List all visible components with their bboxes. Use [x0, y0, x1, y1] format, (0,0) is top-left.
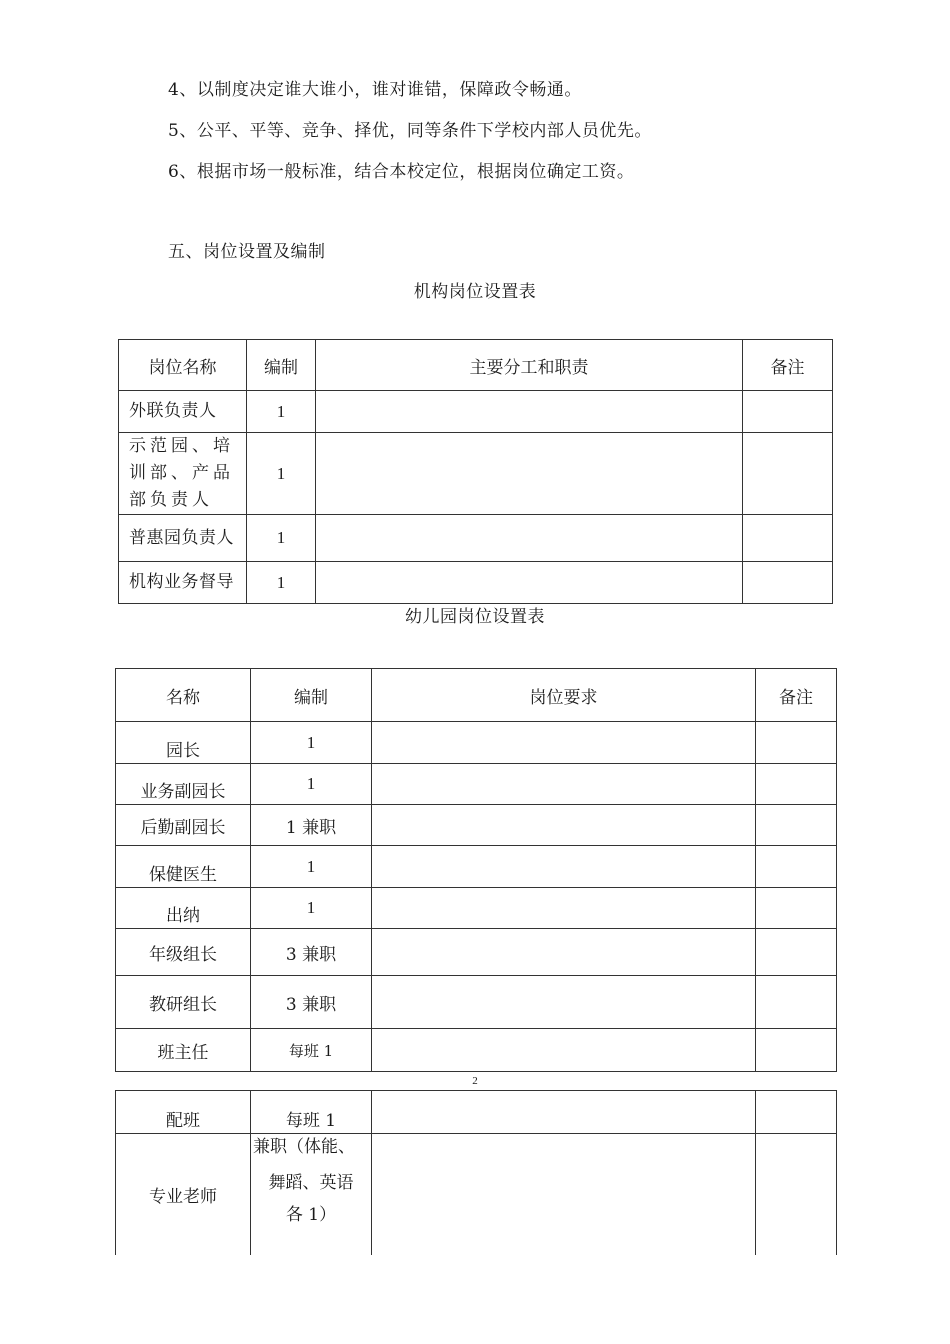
table2-title: 幼儿园岗位设置表	[405, 607, 545, 627]
table-row	[116, 929, 837, 976]
section-heading: 五、岗位设置及编制	[168, 242, 326, 262]
position-name: 专业老师	[116, 1134, 251, 1255]
table-row	[116, 888, 837, 929]
header-cell: 编制	[251, 669, 372, 722]
requirement-cell	[372, 1134, 756, 1255]
remark-cell	[743, 433, 833, 515]
position-count: 1 兼职	[251, 805, 372, 846]
table-row	[116, 1134, 837, 1255]
remark-cell	[756, 888, 837, 929]
table-row	[116, 1091, 837, 1134]
remark-cell	[756, 805, 837, 846]
header-cell: 岗位名称	[119, 340, 247, 391]
position-name: 外联负责人	[119, 391, 247, 433]
position-count: 1	[251, 764, 372, 805]
position-name: 配班	[116, 1091, 251, 1134]
table-row	[119, 562, 833, 604]
requirement-cell	[372, 722, 756, 764]
remark-cell	[756, 929, 837, 976]
remark-cell	[756, 976, 837, 1029]
remark-cell	[756, 1029, 837, 1072]
kindergarten-position-table-continued	[115, 1090, 837, 1255]
position-count: 1	[247, 391, 316, 433]
requirement-cell	[372, 976, 756, 1029]
position-count: 1	[247, 562, 316, 604]
position-count: 3 兼职	[251, 976, 372, 1029]
remark-cell	[743, 515, 833, 562]
position-count: 3 兼职	[251, 929, 372, 976]
header-cell: 备注	[756, 669, 837, 722]
position-name: 班主任	[116, 1029, 251, 1072]
position-name: 出纳	[116, 888, 251, 929]
requirement-cell	[372, 888, 756, 929]
remark-cell	[756, 764, 837, 805]
table-row	[116, 846, 837, 888]
remark-cell	[756, 722, 837, 764]
table-row	[116, 764, 837, 805]
table-row	[116, 722, 837, 764]
count-line: 舞蹈、英语	[268, 1173, 354, 1193]
duty-cell	[316, 391, 743, 433]
paragraph-5: 5、公平、平等、竞争、择优，同等条件下学校内部人员优先。	[168, 121, 652, 141]
position-count: 1	[247, 515, 316, 562]
table-header-row	[116, 669, 837, 722]
remark-cell	[756, 846, 837, 888]
position-name: 机构业务督导	[119, 562, 247, 604]
position-count: 每班 1	[251, 1091, 372, 1134]
header-cell: 岗位要求	[372, 669, 756, 722]
position-name: 园长	[116, 722, 251, 764]
requirement-cell	[372, 805, 756, 846]
table-row	[116, 976, 837, 1029]
table-row	[116, 805, 837, 846]
position-name: 后勤副园长	[116, 805, 251, 846]
requirement-cell	[372, 1029, 756, 1072]
position-name: 示范园、培训部、产品部负责人	[119, 433, 247, 515]
count-line: 兼职（体能、	[253, 1137, 355, 1157]
position-count	[251, 1134, 372, 1255]
table-header-row	[119, 340, 833, 391]
position-name: 教研组长	[116, 976, 251, 1029]
kindergarten-position-table	[115, 668, 837, 1072]
position-count: 1	[251, 722, 372, 764]
header-cell: 名称	[116, 669, 251, 722]
table1-title: 机构岗位设置表	[413, 282, 537, 302]
duty-cell	[316, 433, 743, 515]
requirement-cell	[372, 929, 756, 976]
requirement-cell	[372, 764, 756, 805]
position-name: 保健医生	[116, 846, 251, 888]
remark-cell	[756, 1134, 837, 1255]
requirement-cell	[372, 846, 756, 888]
count-line: 各 1）	[285, 1205, 337, 1225]
table-row	[116, 1029, 837, 1072]
table-row	[119, 515, 833, 562]
position-name: 普惠园负责人	[119, 515, 247, 562]
position-count: 1	[247, 433, 316, 515]
table-row	[119, 391, 833, 433]
position-count: 1	[251, 846, 372, 888]
position-name: 业务副园长	[116, 764, 251, 805]
page-number: 2	[472, 1075, 478, 1087]
header-cell: 备注	[743, 340, 833, 391]
duty-cell	[316, 515, 743, 562]
position-name: 年级组长	[116, 929, 251, 976]
position-count: 每班 1	[251, 1029, 372, 1072]
paragraph-6: 6、根据市场一般标准，结合本校定位，根据岗位确定工资。	[168, 162, 635, 182]
remark-cell	[743, 391, 833, 433]
paragraph-4: 4、以制度决定谁大谁小，谁对谁错，保障政令畅通。	[168, 80, 582, 100]
org-position-table	[118, 339, 833, 604]
requirement-cell	[372, 1091, 756, 1134]
header-cell: 编制	[247, 340, 316, 391]
remark-cell	[756, 1091, 837, 1134]
duty-cell	[316, 562, 743, 604]
table-row	[119, 433, 833, 515]
position-count: 1	[251, 888, 372, 929]
remark-cell	[743, 562, 833, 604]
header-cell: 主要分工和职责	[316, 340, 743, 391]
